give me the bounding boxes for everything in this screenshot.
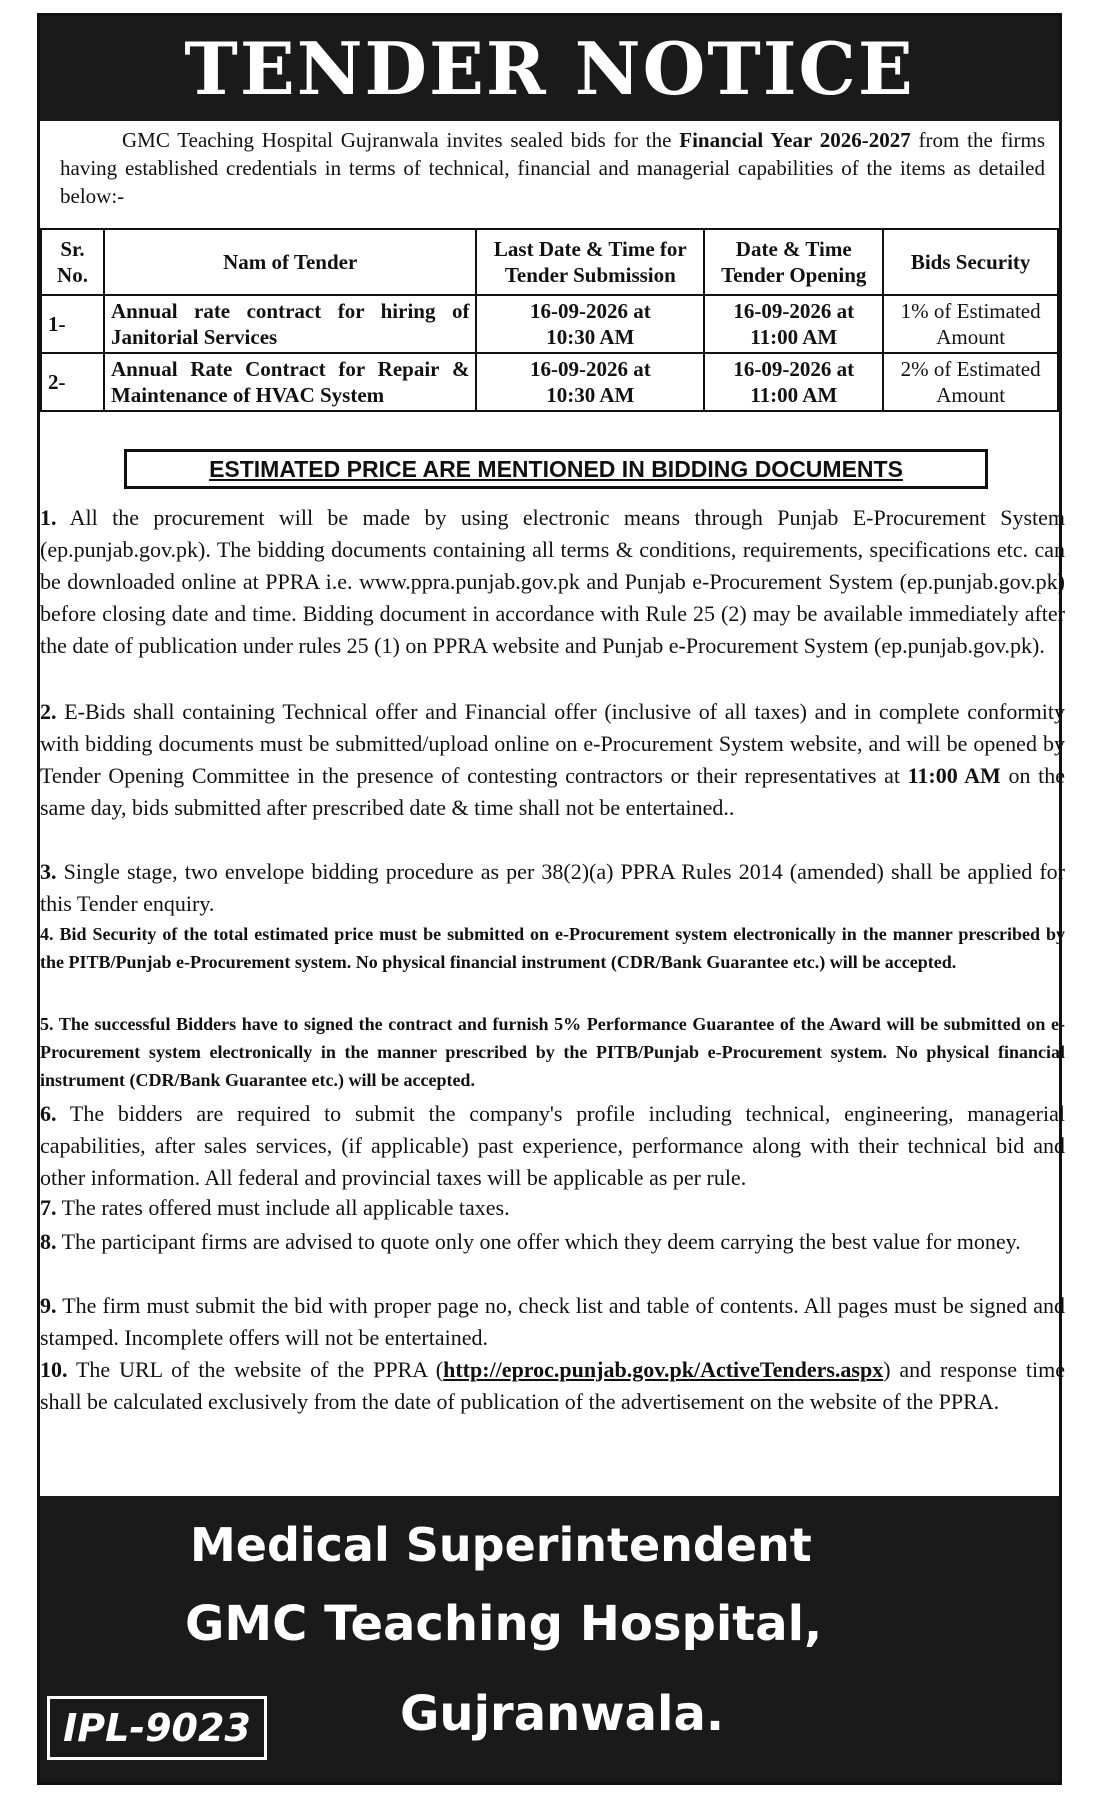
- clause-text: All the procurement will be made by using electronic means through Punjab E-Procurement System (ep.punjab.gov.pk). The bidding documents containing all terms & conditions, requirements, specifications etc. can be downloaded online at PPRA i.e. www.ppra.punjab.gov.pk and Punjab e-Procurement System (ep.punjab.gov.pk) before closing date and time. Bidding document in accordance with Rule 25 (2) may be available immediately after the date of publication under rules 25 (1) on PPRA website and Punjab e-Procurement System (ep.punjab.gov.pk).: [40, 505, 1065, 658]
- clause-9: [40, 1290, 1065, 1354]
- row-bids-security-line2: Amount: [936, 383, 1006, 407]
- clause-number: 8.: [40, 1229, 57, 1254]
- ipl-reference-badge: IPL-9023: [47, 1696, 267, 1760]
- clause-text: The bidders are required to submit the company's profile including technical, engineering, managerial capabilities, after sales services, (if applicable) past experience, performance along with their technical bid and other information. All federal and provincial taxes will be applicable as per rule.: [40, 1101, 1065, 1190]
- clause-8: [40, 1226, 1065, 1258]
- clause-text-before: The URL of the website of the PPRA (: [75, 1357, 444, 1382]
- clause-4: [40, 920, 1065, 976]
- header-last-date: Last Date & Time for Tender Submission: [476, 229, 704, 295]
- clause-text: The rates offered must include all applicable taxes.: [61, 1195, 510, 1220]
- estimated-price-banner: ESTIMATED PRICE ARE MENTIONED IN BIDDING DOCUMENTS: [124, 449, 988, 489]
- clause-2: [40, 696, 1065, 824]
- row-tender-name-line2: Janitorial Services: [110, 325, 278, 349]
- row-opening-date: [704, 353, 883, 411]
- row-sr: 2-: [41, 353, 104, 411]
- clause-text: The successful Bidders have to signed the contract and furnish 5% Performance Guarantee of the Award will be submitted on e-Procurement system electronically in the manner prescribed by the PITB/Punjab e-Procurement system. No physical financial instrument (CDR/Bank Guarantee etc.) will be accepted.: [40, 1014, 1065, 1090]
- footer-city: Gujranwala.: [400, 1686, 725, 1742]
- row-last-date: [476, 353, 704, 411]
- row-last-date-line1: 16-09-2026 at: [529, 357, 651, 381]
- footer-hospital: GMC Teaching Hospital,: [185, 1596, 823, 1652]
- row-tender-name-line2: Maintenance of HVAC System: [110, 383, 385, 407]
- clause-number: 6.: [40, 1101, 57, 1126]
- row-last-date-line2: 10:30 AM: [546, 325, 635, 349]
- clause-6: [40, 1098, 1065, 1194]
- row-tender-name: [104, 353, 476, 411]
- clause-text-before: E-Bids shall containing Technical offer and Financial offer (inclusive of all taxes) and in complete conformity with bidding documents must be submitted/upload online on e-Procurement System website, and will be opened by Tender Opening Committee in the presence of contesting contractors or their representatives at: [40, 699, 1065, 788]
- clause-text: Single stage, two envelope bidding procedure as per 38(2)(a) PPRA Rules 2014 (amended) shall be applied for this Tender enquiry.: [40, 859, 1066, 916]
- clause-text: Bid Security of the total estimated price must be submitted on e-Procurement system electronically in the manner prescribed by the PITB/Punjab e-Procurement system. No physical financial instrument (CDR/Bank Guarantee etc.) will be accepted.: [40, 924, 1065, 972]
- clause-number: 3.: [40, 859, 57, 884]
- row-opening-date-line2: 11:00 AM: [750, 325, 838, 349]
- table-row: [41, 295, 1058, 353]
- clause-text-after: on the same day, bids submitted after prescribed date & time shall not be entertained..: [40, 763, 1065, 820]
- intro-text-before: GMC Teaching Hospital Gujranwala invites sealed bids for the: [122, 128, 680, 152]
- row-bids-security: [883, 295, 1058, 353]
- clause-text: The firm must submit the bid with proper page no, check list and table of contents. All pages must be signed and stamped. Incomplete offers will not be entertained.: [40, 1293, 1065, 1350]
- tender-table: [40, 228, 1059, 412]
- row-tender-name: [104, 295, 476, 353]
- clause-number: 5.: [40, 1014, 54, 1034]
- row-opening-date: [704, 295, 883, 353]
- ppra-url-link[interactable]: http://eproc.punjab.gov.pk/ActiveTenders.aspx: [443, 1357, 884, 1382]
- clause-5: [40, 1010, 1065, 1094]
- row-last-date-line1: 16-09-2026 at: [529, 299, 651, 323]
- clause-1: [40, 502, 1065, 662]
- header-bids-security: Bids Security: [883, 229, 1058, 295]
- clause-text: The participant firms are advised to quote only one offer which they deem carrying the best value for money.: [61, 1229, 1021, 1254]
- row-opening-date-line1: 16-09-2026 at: [733, 299, 855, 323]
- clause-number: 2.: [40, 699, 57, 724]
- intro-paragraph: [60, 126, 1045, 210]
- footer-band: [40, 1496, 1059, 1782]
- clause-number: 1.: [40, 505, 57, 530]
- clause-number: 10.: [40, 1357, 68, 1382]
- clause-number: 4.: [40, 924, 54, 944]
- clause-number: 9.: [40, 1293, 57, 1318]
- table-header-row: [41, 229, 1058, 295]
- intro-text-after: from the firms having established credentials in terms of technical, financial and managerial capabilities of the items as detailed below:-: [60, 128, 1045, 208]
- row-last-date-line2: 10:30 AM: [546, 383, 635, 407]
- intro-financial-year: Financial Year 2026-2027: [679, 128, 911, 152]
- clause-time: 11:00 AM: [907, 763, 1001, 788]
- row-tender-name-line1: Annual Rate Contract for Repair &: [110, 357, 470, 381]
- header-opening-date: Date & Time Tender Opening: [704, 229, 883, 295]
- clause-10: [40, 1354, 1065, 1418]
- page-title: TENDER NOTICE: [184, 25, 915, 111]
- row-opening-date-line1: 16-09-2026 at: [733, 357, 855, 381]
- header-sr-no: Sr. No.: [41, 229, 104, 295]
- clause-3: [40, 856, 1065, 920]
- row-opening-date-line2: 11:00 AM: [750, 383, 838, 407]
- clause-7: [40, 1192, 1065, 1224]
- row-bids-security-line1: 2% of Estimated: [900, 357, 1041, 381]
- header-name-of-tender: Nam of Tender: [104, 229, 476, 295]
- row-bids-security-line2: Amount: [936, 325, 1006, 349]
- table-row: [41, 353, 1058, 411]
- row-tender-name-line1: Annual rate contract for hiring of: [110, 299, 470, 323]
- row-bids-security-line1: 1% of Estimated: [900, 299, 1041, 323]
- header-band: [40, 16, 1059, 121]
- clause-text-after: ) and response time shall be calculated exclusively from the date of publication of the advertisement on the website of the PPRA.: [40, 1357, 1065, 1414]
- tender-notice: [37, 13, 1066, 1785]
- footer-designation: Medical Superintendent: [190, 1518, 812, 1572]
- row-last-date: [476, 295, 704, 353]
- row-sr: 1-: [41, 295, 104, 353]
- row-bids-security: [883, 353, 1058, 411]
- clause-number: 7.: [40, 1195, 57, 1220]
